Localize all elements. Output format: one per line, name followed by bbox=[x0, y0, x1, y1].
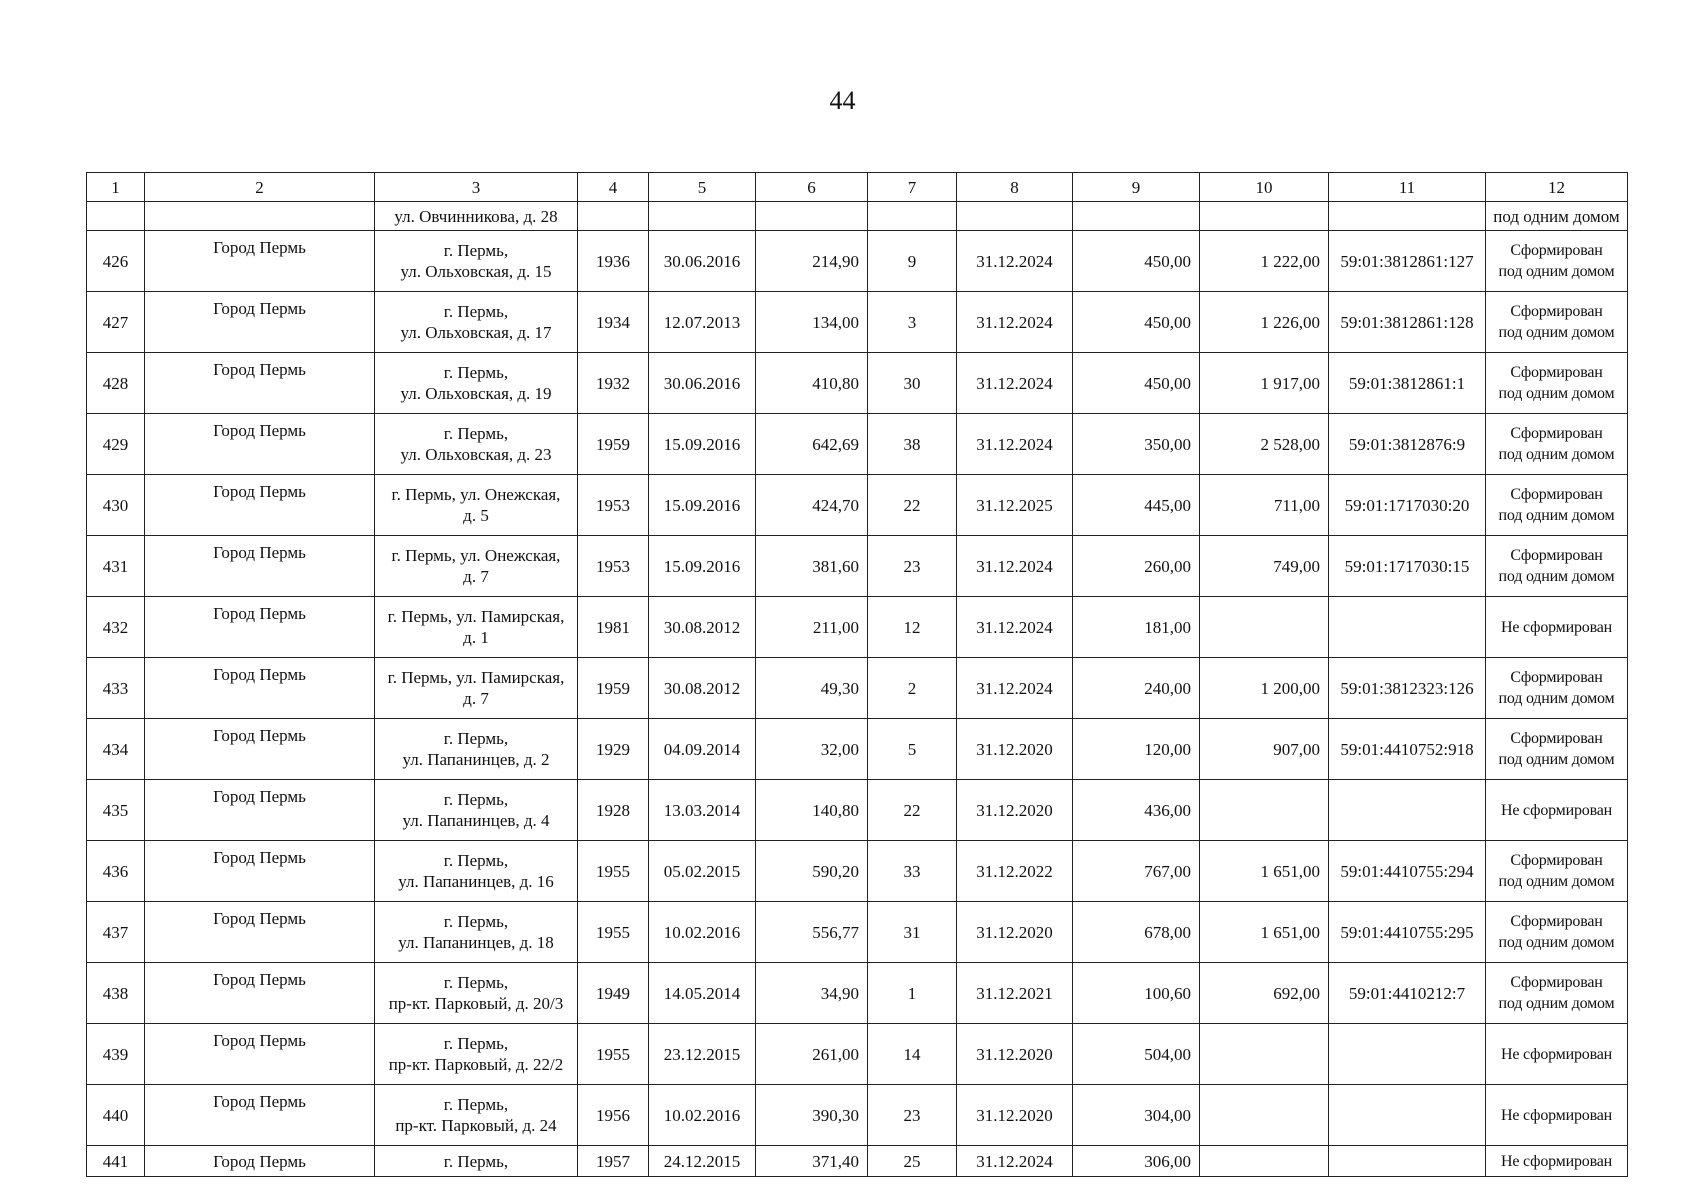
area2-cell: 181,00 bbox=[1073, 597, 1200, 658]
column-number-row bbox=[87, 173, 1628, 202]
table-row bbox=[87, 292, 1628, 353]
status-cell-line: под одним домом bbox=[1498, 751, 1615, 768]
table-row bbox=[87, 414, 1628, 475]
address-cell-line: г. Пермь, bbox=[443, 973, 509, 992]
table-row bbox=[87, 1146, 1628, 1177]
date-cell: 15.09.2016 bbox=[649, 475, 756, 536]
year-cell: 1959 bbox=[578, 414, 649, 475]
residents-cell: 38 bbox=[868, 414, 957, 475]
address-cell bbox=[375, 902, 578, 963]
municipality-cell: Город Пермь bbox=[145, 780, 375, 841]
residents-cell: 22 bbox=[868, 780, 957, 841]
area2-cell: 350,00 bbox=[1073, 414, 1200, 475]
date-cell: 30.08.2012 bbox=[649, 597, 756, 658]
status-cell-line: Сформирован bbox=[1510, 669, 1603, 686]
status-cell-line: под одним домом bbox=[1498, 385, 1615, 402]
address-cell-line: г. Пермь, bbox=[443, 729, 509, 748]
status-cell bbox=[1486, 353, 1628, 414]
area2-cell: 504,00 bbox=[1073, 1024, 1200, 1085]
address-cell: ул. Овчинникова, д. 28 bbox=[375, 202, 578, 231]
page-number: 44 bbox=[829, 86, 856, 115]
area2-cell: 120,00 bbox=[1073, 719, 1200, 780]
cadastral-cell: 59:01:4410212:7 bbox=[1329, 963, 1486, 1024]
row-number-cell: 437 bbox=[87, 902, 145, 963]
residents-cell: 25 bbox=[868, 1146, 957, 1177]
row-number-cell: 429 bbox=[87, 414, 145, 475]
area2-cell: 767,00 bbox=[1073, 841, 1200, 902]
land-area-cell: 749,00 bbox=[1200, 536, 1329, 597]
year-cell: 1955 bbox=[578, 902, 649, 963]
cadastral-cell bbox=[1329, 780, 1486, 841]
table-row bbox=[87, 902, 1628, 963]
address-cell-line: ул. Папанинцев, д. 16 bbox=[398, 872, 554, 891]
year-cell: 1953 bbox=[578, 475, 649, 536]
address-cell-line: г. Пермь, ул. Онежская, bbox=[391, 546, 561, 565]
row-number-cell: 430 bbox=[87, 475, 145, 536]
address-cell-line: ул. Ольховская, д. 17 bbox=[400, 323, 552, 342]
deadline-cell: 31.12.2020 bbox=[957, 1085, 1073, 1146]
year-cell: 1934 bbox=[578, 292, 649, 353]
municipality-cell: Город Пермь bbox=[145, 1085, 375, 1146]
status-cell: Не сформирован bbox=[1486, 1146, 1628, 1177]
table-row bbox=[87, 475, 1628, 536]
row-number-cell: 441 bbox=[87, 1146, 145, 1177]
address-cell bbox=[375, 1085, 578, 1146]
year-cell: 1953 bbox=[578, 536, 649, 597]
land-area-cell bbox=[1200, 1146, 1329, 1177]
deadline-cell: 31.12.2020 bbox=[957, 902, 1073, 963]
cadastral-cell: 59:01:4410755:295 bbox=[1329, 902, 1486, 963]
address-cell-line: г. Пермь, bbox=[443, 1095, 509, 1114]
address-cell bbox=[375, 841, 578, 902]
address-cell-line: г. Пермь, bbox=[443, 241, 509, 260]
year-cell: 1981 bbox=[578, 597, 649, 658]
area-cell: 424,70 bbox=[756, 475, 868, 536]
deadline-cell: 31.12.2024 bbox=[957, 658, 1073, 719]
address-cell bbox=[375, 536, 578, 597]
status-cell: под одним домом bbox=[1486, 202, 1628, 231]
year-cell: 1949 bbox=[578, 963, 649, 1024]
residents-cell: 2 bbox=[868, 658, 957, 719]
status-cell-line: Сформирован bbox=[1510, 852, 1603, 869]
municipality-cell: Город Пермь bbox=[145, 353, 375, 414]
status-cell-line: под одним домом bbox=[1498, 873, 1615, 890]
address-cell-line: г. Пермь, bbox=[443, 851, 509, 870]
address-cell-line: г. Пермь, ул. Памирская, bbox=[387, 668, 565, 687]
municipality-cell: Город Пермь bbox=[145, 597, 375, 658]
residents-cell: 14 bbox=[868, 1024, 957, 1085]
deadline-cell: 31.12.2025 bbox=[957, 475, 1073, 536]
address-cell-line: г. Пермь, bbox=[443, 1034, 509, 1053]
address-cell bbox=[375, 780, 578, 841]
table-row bbox=[87, 963, 1628, 1024]
housing-registry-table bbox=[86, 172, 1628, 1177]
column-header: 9 bbox=[1073, 173, 1200, 202]
address-cell-line: д. 7 bbox=[463, 689, 489, 708]
row-number-cell: 435 bbox=[87, 780, 145, 841]
status-cell-line: Сформирован bbox=[1510, 303, 1603, 320]
area2-cell: 450,00 bbox=[1073, 353, 1200, 414]
address-cell bbox=[375, 475, 578, 536]
status-cell-line: под одним домом bbox=[1498, 324, 1615, 341]
row-number-cell: 431 bbox=[87, 536, 145, 597]
municipality-cell: Город Пермь bbox=[145, 658, 375, 719]
area-cell: 261,00 bbox=[756, 1024, 868, 1085]
cadastral-cell: 59:01:3812861:127 bbox=[1329, 231, 1486, 292]
cadastral-cell: 59:01:4410755:294 bbox=[1329, 841, 1486, 902]
address-cell-line: пр-кт. Парковый, д. 24 bbox=[395, 1116, 557, 1135]
area-cell: 410,80 bbox=[756, 353, 868, 414]
area-cell: 214,90 bbox=[756, 231, 868, 292]
date-cell: 10.02.2016 bbox=[649, 902, 756, 963]
address-cell bbox=[375, 597, 578, 658]
table-row bbox=[87, 597, 1628, 658]
status-cell: Не сформирован bbox=[1486, 1085, 1628, 1146]
continued-row bbox=[87, 202, 1628, 231]
deadline-cell: 31.12.2020 bbox=[957, 719, 1073, 780]
area-cell: 556,77 bbox=[756, 902, 868, 963]
address-cell-line: ул. Ольховская, д. 23 bbox=[400, 445, 552, 464]
table-row bbox=[87, 353, 1628, 414]
date-cell: 05.02.2015 bbox=[649, 841, 756, 902]
area2-cell: 240,00 bbox=[1073, 658, 1200, 719]
address-cell-line: ул. Папанинцев, д. 4 bbox=[402, 811, 550, 830]
status-cell: Не сформирован bbox=[1486, 780, 1628, 841]
address-cell bbox=[375, 658, 578, 719]
area2-cell: 450,00 bbox=[1073, 292, 1200, 353]
address-cell-line: г. Пермь, bbox=[443, 302, 509, 321]
address-cell bbox=[375, 414, 578, 475]
address-cell-line: ул. Ольховская, д. 19 bbox=[400, 384, 552, 403]
residents-cell: 33 bbox=[868, 841, 957, 902]
year-cell: 1955 bbox=[578, 841, 649, 902]
municipality-cell: Город Пермь bbox=[145, 475, 375, 536]
status-cell-line: Сформирован bbox=[1510, 913, 1603, 930]
deadline-cell: 31.12.2024 bbox=[957, 231, 1073, 292]
row-number-cell: 428 bbox=[87, 353, 145, 414]
land-area-cell: 907,00 bbox=[1200, 719, 1329, 780]
cadastral-cell: 59:01:3812876:9 bbox=[1329, 414, 1486, 475]
address-cell: г. Пермь, bbox=[375, 1146, 578, 1177]
date-cell: 24.12.2015 bbox=[649, 1146, 756, 1177]
year-cell: 1929 bbox=[578, 719, 649, 780]
municipality-cell: Город Пермь bbox=[145, 902, 375, 963]
residents-cell: 3 bbox=[868, 292, 957, 353]
status-cell-line: Сформирован bbox=[1510, 242, 1603, 259]
status-cell bbox=[1486, 719, 1628, 780]
land-area-cell: 692,00 bbox=[1200, 963, 1329, 1024]
date-cell: 15.09.2016 bbox=[649, 536, 756, 597]
status-cell bbox=[1486, 292, 1628, 353]
land-area-cell: 1 200,00 bbox=[1200, 658, 1329, 719]
status-cell-line: Сформирован bbox=[1510, 486, 1603, 503]
cadastral-cell bbox=[1329, 597, 1486, 658]
area2-cell: 450,00 bbox=[1073, 231, 1200, 292]
address-cell-line: г. Пермь, bbox=[443, 363, 509, 382]
address-cell-line: г. Пермь, bbox=[443, 790, 509, 809]
date-cell: 23.12.2015 bbox=[649, 1024, 756, 1085]
deadline-cell: 31.12.2020 bbox=[957, 780, 1073, 841]
address-cell bbox=[375, 719, 578, 780]
year-cell: 1955 bbox=[578, 1024, 649, 1085]
deadline-cell: 31.12.2024 bbox=[957, 597, 1073, 658]
column-header: 8 bbox=[957, 173, 1073, 202]
row-number-cell: 434 bbox=[87, 719, 145, 780]
status-cell bbox=[1486, 658, 1628, 719]
area2-cell: 304,00 bbox=[1073, 1085, 1200, 1146]
column-header: 7 bbox=[868, 173, 957, 202]
area-cell: 134,00 bbox=[756, 292, 868, 353]
status-cell-line: под одним домом bbox=[1498, 568, 1615, 585]
status-cell bbox=[1486, 231, 1628, 292]
row-number-cell: 439 bbox=[87, 1024, 145, 1085]
table-row bbox=[87, 658, 1628, 719]
land-area-cell bbox=[1200, 780, 1329, 841]
address-cell-line: ул. Папанинцев, д. 18 bbox=[398, 933, 554, 952]
table-row bbox=[87, 841, 1628, 902]
land-area-cell bbox=[1200, 1085, 1329, 1146]
municipality-cell: Город Пермь bbox=[145, 963, 375, 1024]
status-cell: Не сформирован bbox=[1486, 597, 1628, 658]
cadastral-cell bbox=[1329, 1085, 1486, 1146]
column-header: 2 bbox=[145, 173, 375, 202]
cadastral-cell bbox=[1329, 1146, 1486, 1177]
row-number-cell: 440 bbox=[87, 1085, 145, 1146]
address-cell bbox=[375, 963, 578, 1024]
land-area-cell bbox=[1200, 597, 1329, 658]
area-cell: 381,60 bbox=[756, 536, 868, 597]
date-cell: 30.08.2012 bbox=[649, 658, 756, 719]
deadline-cell: 31.12.2022 bbox=[957, 841, 1073, 902]
area-cell: 34,90 bbox=[756, 963, 868, 1024]
residents-cell: 1 bbox=[868, 963, 957, 1024]
table-row bbox=[87, 231, 1628, 292]
column-header: 10 bbox=[1200, 173, 1329, 202]
area2-cell: 260,00 bbox=[1073, 536, 1200, 597]
area-cell: 140,80 bbox=[756, 780, 868, 841]
land-area-cell: 1 222,00 bbox=[1200, 231, 1329, 292]
year-cell: 1956 bbox=[578, 1085, 649, 1146]
status-cell-line: под одним домом bbox=[1498, 263, 1615, 280]
date-cell: 10.02.2016 bbox=[649, 1085, 756, 1146]
column-header: 3 bbox=[375, 173, 578, 202]
residents-cell: 5 bbox=[868, 719, 957, 780]
table-row bbox=[87, 1085, 1628, 1146]
status-cell-line: под одним домом bbox=[1498, 934, 1615, 951]
deadline-cell: 31.12.2024 bbox=[957, 414, 1073, 475]
deadline-cell: 31.12.2024 bbox=[957, 353, 1073, 414]
cadastral-cell bbox=[1329, 1024, 1486, 1085]
row-number-cell: 433 bbox=[87, 658, 145, 719]
cadastral-cell: 59:01:3812861:1 bbox=[1329, 353, 1486, 414]
area-cell: 211,00 bbox=[756, 597, 868, 658]
date-cell: 30.06.2016 bbox=[649, 231, 756, 292]
address-cell-line: пр-кт. Парковый, д. 22/2 bbox=[388, 1055, 564, 1074]
municipality-cell: Город Пермь bbox=[145, 414, 375, 475]
address-cell-line: ул. Ольховская, д. 15 bbox=[400, 262, 552, 281]
residents-cell: 23 bbox=[868, 1085, 957, 1146]
deadline-cell: 31.12.2024 bbox=[957, 292, 1073, 353]
table-row bbox=[87, 780, 1628, 841]
date-cell: 12.07.2013 bbox=[649, 292, 756, 353]
residents-cell: 9 bbox=[868, 231, 957, 292]
municipality-cell: Город Пермь bbox=[145, 719, 375, 780]
status-cell-line: Сформирован bbox=[1510, 730, 1603, 747]
address-cell-line: пр-кт. Парковый, д. 20/3 bbox=[388, 994, 564, 1013]
area2-cell: 100,60 bbox=[1073, 963, 1200, 1024]
column-header: 12 bbox=[1486, 173, 1628, 202]
address-cell bbox=[375, 1024, 578, 1085]
land-area-cell: 1 917,00 bbox=[1200, 353, 1329, 414]
municipality-cell: Город Пермь bbox=[145, 1024, 375, 1085]
date-cell: 13.03.2014 bbox=[649, 780, 756, 841]
status-cell-line: Сформирован bbox=[1510, 974, 1603, 991]
date-cell: 04.09.2014 bbox=[649, 719, 756, 780]
table-row bbox=[87, 719, 1628, 780]
address-cell-line: ул. Папанинцев, д. 2 bbox=[402, 750, 550, 769]
municipality-cell: Город Пермь bbox=[145, 231, 375, 292]
status-cell-line: под одним домом bbox=[1498, 995, 1615, 1012]
area-cell: 642,69 bbox=[756, 414, 868, 475]
column-header: 6 bbox=[756, 173, 868, 202]
land-area-cell: 2 528,00 bbox=[1200, 414, 1329, 475]
residents-cell: 31 bbox=[868, 902, 957, 963]
address-cell bbox=[375, 231, 578, 292]
municipality-cell: Город Пермь bbox=[145, 841, 375, 902]
address-cell-line: г. Пермь, bbox=[443, 424, 509, 443]
land-area-cell: 711,00 bbox=[1200, 475, 1329, 536]
residents-cell: 23 bbox=[868, 536, 957, 597]
row-number-cell: 427 bbox=[87, 292, 145, 353]
area2-cell: 306,00 bbox=[1073, 1146, 1200, 1177]
cadastral-cell: 59:01:3812861:128 bbox=[1329, 292, 1486, 353]
deadline-cell: 31.12.2024 bbox=[957, 536, 1073, 597]
table-row bbox=[87, 536, 1628, 597]
address-cell bbox=[375, 353, 578, 414]
address-cell-line: д. 7 bbox=[463, 567, 489, 586]
area-cell: 32,00 bbox=[756, 719, 868, 780]
column-header: 11 bbox=[1329, 173, 1486, 202]
address-cell-line: д. 5 bbox=[463, 506, 489, 525]
deadline-cell: 31.12.2020 bbox=[957, 1024, 1073, 1085]
row-number-cell: 438 bbox=[87, 963, 145, 1024]
status-cell bbox=[1486, 475, 1628, 536]
residents-cell: 12 bbox=[868, 597, 957, 658]
land-area-cell: 1 226,00 bbox=[1200, 292, 1329, 353]
date-cell: 15.09.2016 bbox=[649, 414, 756, 475]
status-cell bbox=[1486, 963, 1628, 1024]
status-cell-line: Сформирован bbox=[1510, 364, 1603, 381]
cadastral-cell: 59:01:3812323:126 bbox=[1329, 658, 1486, 719]
cadastral-cell: 59:01:1717030:15 bbox=[1329, 536, 1486, 597]
status-cell: Не сформирован bbox=[1486, 1024, 1628, 1085]
address-cell-line: г. Пермь, ул. Памирская, bbox=[387, 607, 565, 626]
row-number-cell: 426 bbox=[87, 231, 145, 292]
municipality-cell: Город Пермь bbox=[145, 536, 375, 597]
residents-cell: 22 bbox=[868, 475, 957, 536]
residents-cell: 30 bbox=[868, 353, 957, 414]
year-cell: 1959 bbox=[578, 658, 649, 719]
year-cell: 1957 bbox=[578, 1146, 649, 1177]
address-cell-line: д. 1 bbox=[463, 628, 489, 647]
column-header: 5 bbox=[649, 173, 756, 202]
land-area-cell: 1 651,00 bbox=[1200, 841, 1329, 902]
status-cell bbox=[1486, 414, 1628, 475]
status-cell-line: Сформирован bbox=[1510, 547, 1603, 564]
deadline-cell: 31.12.2021 bbox=[957, 963, 1073, 1024]
table-body bbox=[87, 173, 1628, 1177]
status-cell bbox=[1486, 536, 1628, 597]
year-cell: 1936 bbox=[578, 231, 649, 292]
status-cell bbox=[1486, 902, 1628, 963]
cadastral-cell: 59:01:1717030:20 bbox=[1329, 475, 1486, 536]
municipality-cell: Город Пермь bbox=[145, 292, 375, 353]
address-cell-line: г. Пермь, ул. Онежская, bbox=[391, 485, 561, 504]
row-number-cell: 432 bbox=[87, 597, 145, 658]
status-cell-line: под одним домом bbox=[1498, 507, 1615, 524]
address-cell-line: г. Пермь, bbox=[443, 912, 509, 931]
date-cell: 30.06.2016 bbox=[649, 353, 756, 414]
area2-cell: 445,00 bbox=[1073, 475, 1200, 536]
land-area-cell bbox=[1200, 1024, 1329, 1085]
deadline-cell: 31.12.2024 bbox=[957, 1146, 1073, 1177]
municipality-cell: Город Пермь bbox=[145, 1146, 375, 1177]
status-cell bbox=[1486, 841, 1628, 902]
column-header: 1 bbox=[87, 173, 145, 202]
status-cell-line: Сформирован bbox=[1510, 425, 1603, 442]
area2-cell: 678,00 bbox=[1073, 902, 1200, 963]
area-cell: 49,30 bbox=[756, 658, 868, 719]
area2-cell: 436,00 bbox=[1073, 780, 1200, 841]
area-cell: 371,40 bbox=[756, 1146, 868, 1177]
date-cell: 14.05.2014 bbox=[649, 963, 756, 1024]
row-number-cell: 436 bbox=[87, 841, 145, 902]
area-cell: 590,20 bbox=[756, 841, 868, 902]
land-area-cell: 1 651,00 bbox=[1200, 902, 1329, 963]
year-cell: 1928 bbox=[578, 780, 649, 841]
cadastral-cell: 59:01:4410752:918 bbox=[1329, 719, 1486, 780]
status-cell-line: под одним домом bbox=[1498, 446, 1615, 463]
year-cell: 1932 bbox=[578, 353, 649, 414]
table-row bbox=[87, 1024, 1628, 1085]
area-cell: 390,30 bbox=[756, 1085, 868, 1146]
column-header: 4 bbox=[578, 173, 649, 202]
address-cell bbox=[375, 292, 578, 353]
status-cell-line: под одним домом bbox=[1498, 690, 1615, 707]
